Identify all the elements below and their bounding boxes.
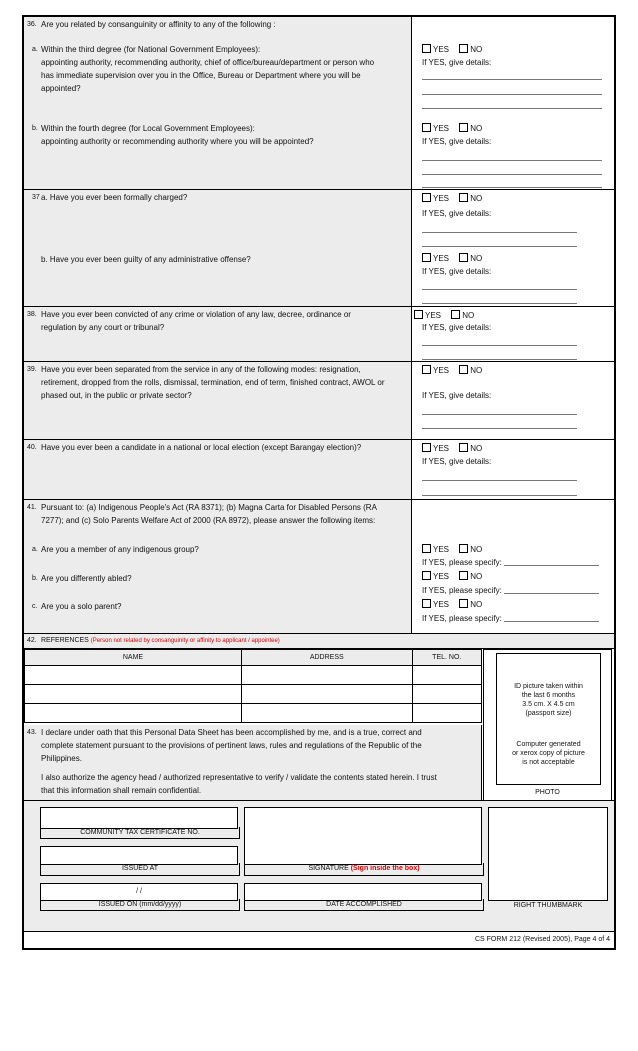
thumbmark-label: RIGHT THUMBMARK [513, 902, 583, 909]
q39-line: phased out, in the public or private sector? [41, 391, 192, 400]
photo-area [483, 649, 612, 801]
address-cell[interactable] [241, 685, 412, 704]
details-line[interactable] [422, 108, 602, 109]
details-line[interactable] [422, 160, 602, 161]
q37b-give-details: If YES, give details: [422, 267, 492, 276]
q36a-give-details: If YES, give details: [422, 58, 492, 67]
no-checkbox[interactable] [459, 253, 468, 262]
signature-label: SIGNATURE [308, 865, 349, 872]
table-row [25, 666, 482, 685]
q37a-yes-no: YES NO [422, 193, 482, 205]
specify-line[interactable] [504, 585, 599, 594]
yes-checkbox[interactable] [422, 253, 431, 262]
q42-label: REFERENCES [41, 637, 89, 644]
details-line[interactable] [422, 495, 577, 496]
table-row [25, 685, 482, 704]
q39-give-details: If YES, give details: [422, 391, 492, 400]
details-line[interactable] [422, 428, 577, 429]
table-header-row [25, 650, 482, 666]
no-checkbox[interactable] [459, 193, 468, 202]
references-table [24, 649, 482, 723]
question-42-header [24, 634, 614, 649]
q36b-line: appointing authority or recommending authority where you will be appointed? [41, 137, 314, 146]
specify-line[interactable] [504, 557, 599, 566]
details-line[interactable] [422, 414, 577, 415]
no-checkbox[interactable] [459, 443, 468, 452]
q42-note: (Person not related by consanguinity or affinity to applicant / appointee) [90, 638, 280, 644]
yes-checkbox[interactable] [422, 571, 431, 580]
details-line[interactable] [422, 345, 577, 346]
q40-yes-no: YES NO [422, 443, 482, 455]
ctc-input[interactable] [40, 807, 238, 829]
q37b-yes-no: YES NO [422, 253, 482, 265]
q36a-yes-no: YES NO [422, 44, 482, 56]
yes-checkbox[interactable] [422, 193, 431, 202]
question-43 [24, 725, 482, 801]
address-cell[interactable] [241, 704, 412, 723]
q41b-letter: b. [32, 575, 38, 582]
specify-line[interactable] [504, 613, 599, 622]
question-37 [24, 190, 614, 307]
name-cell[interactable] [25, 685, 242, 704]
yes-checkbox[interactable] [422, 365, 431, 374]
question-38 [24, 307, 614, 362]
bottom-block [24, 801, 614, 931]
no-checkbox[interactable] [459, 571, 468, 580]
signature-note: (Sign inside the box) [350, 865, 420, 872]
question-41 [24, 500, 614, 634]
q41b-text: Are you differently abled? [41, 574, 132, 583]
address-header: ADDRESS [241, 650, 412, 666]
date-separator: / / [136, 888, 142, 895]
address-cell[interactable] [241, 666, 412, 685]
yes-checkbox[interactable] [422, 123, 431, 132]
q36a-line: Within the third degree (for National Government Employees): [41, 45, 261, 54]
q41-line: Pursuant to: (a) Indigenous People's Act (RA 8371); (b) Magna Carta for Disabled Persons (RA [41, 503, 377, 512]
form-footer: CS FORM 212 (Revised 2005), Page 4 of 4 [474, 936, 610, 943]
details-line[interactable] [422, 303, 577, 304]
table-row [25, 704, 482, 723]
no-checkbox[interactable] [459, 123, 468, 132]
no-checkbox[interactable] [451, 310, 460, 319]
q38-number: 38. [27, 311, 37, 318]
q37a-text: a. Have you ever been formally charged? [41, 193, 188, 202]
details-line[interactable] [422, 289, 577, 290]
q41c-yes-no: YES NO [422, 599, 482, 611]
q40-text: Have you ever been a candidate in a national or local election (except Barangay election)? [41, 443, 362, 452]
q36-number: 36. [27, 21, 37, 28]
q41-number: 41. [27, 504, 37, 511]
yes-checkbox[interactable] [422, 544, 431, 553]
yes-checkbox[interactable] [422, 599, 431, 608]
q36a-line: appointed? [41, 84, 81, 93]
ctc-label: COMMUNITY TAX CERTIFICATE NO. [40, 827, 240, 839]
details-line[interactable] [422, 174, 602, 175]
q43-line: complete statement pursuant to the provisions of pertinent laws, rules and regulations of the Republic of the [41, 741, 422, 750]
date-accomplished-label: DATE ACCOMPLISHED [244, 899, 484, 911]
q41a-specify: If YES, please specify: [422, 557, 599, 569]
question-39 [24, 362, 614, 440]
q43-line: I also authorize the agency head / authorized representative to verify / validate the contents stated herein. I trust [41, 773, 437, 782]
q38-line: regulation by any court or tribunal? [41, 323, 165, 332]
q37b-text: b. Have you ever been guilty of any administrative offense? [41, 255, 251, 264]
details-line[interactable] [422, 187, 602, 188]
q41b-specify: If YES, please specify: [422, 585, 599, 597]
q42-number: 42. [27, 637, 37, 644]
no-checkbox[interactable] [459, 44, 468, 53]
q36a-letter: a. [32, 46, 38, 53]
issued-at-label: ISSUED AT [40, 863, 240, 876]
q36b-give-details: If YES, give details: [422, 137, 492, 146]
no-checkbox[interactable] [459, 544, 468, 553]
yes-checkbox[interactable] [422, 44, 431, 53]
q37a-give-details: If YES, give details: [422, 209, 492, 218]
q36b-line: Within the fourth degree (for Local Government Employees): [41, 124, 255, 133]
question-36 [24, 17, 614, 190]
signature-box[interactable] [244, 807, 482, 865]
q41a-letter: a. [32, 546, 38, 553]
q38-yes-no: YES NO [414, 310, 474, 322]
q43-number: 43. [27, 729, 37, 736]
q36a-line: has immediate supervision over you in the Office, Bureau or Department where you will be [41, 71, 361, 80]
personal-data-sheet-form [22, 15, 616, 950]
q37-number: 37 [32, 194, 40, 201]
q40-give-details: If YES, give details: [422, 457, 492, 466]
q40-number: 40. [27, 444, 37, 451]
no-checkbox[interactable] [459, 599, 468, 608]
tel-cell[interactable] [412, 666, 481, 685]
q43-line: I declare under oath that this Personal Data Sheet has been accomplished by me, and is a true, correct and [41, 728, 422, 737]
details-line[interactable] [422, 94, 602, 95]
q41-line: 7277); and (c) Solo Parents Welfare Act of 2000 (RA 8972), please answer the following items: [41, 516, 376, 525]
q41c-specify: If YES, please specify: [422, 613, 599, 625]
q38-line: Have you ever been convicted of any crime or violation of any law, decree, ordinance or [41, 310, 351, 319]
q39-line: retirement, dropped from the rolls, dismissal, termination, end of term, finished contract, AWOL or [41, 378, 385, 387]
tel-cell[interactable] [412, 685, 481, 704]
q43-line: Philippines. [41, 754, 82, 763]
details-line[interactable] [422, 232, 577, 233]
details-line[interactable] [422, 480, 577, 481]
details-line[interactable] [422, 246, 577, 247]
issued-on-label: ISSUED ON (mm/dd/yyyy) [40, 899, 240, 911]
q41c-letter: c. [32, 603, 38, 610]
q36b-letter: b. [32, 125, 38, 132]
q38-give-details: If YES, give details: [422, 323, 492, 332]
name-cell[interactable] [25, 666, 242, 685]
name-cell[interactable] [25, 704, 242, 723]
name-header: NAME [25, 650, 242, 666]
photo-caption: PHOTO [535, 789, 560, 796]
q41c-text: Are you a solo parent? [41, 602, 122, 611]
q41b-yes-no: YES NO [422, 571, 482, 583]
q36-text: Are you related by consanguinity or affinity to any of the following : [41, 20, 276, 29]
q36b-yes-no: YES NO [422, 123, 482, 135]
q41a-yes-no: YES NO [422, 544, 482, 556]
no-checkbox[interactable] [459, 365, 468, 374]
yes-checkbox[interactable] [414, 310, 423, 319]
q39-yes-no: YES NO [422, 365, 482, 377]
details-line[interactable] [422, 359, 577, 360]
tel-header: TEL. NO. [412, 650, 481, 666]
yes-checkbox[interactable] [422, 443, 431, 452]
q41a-text: Are you a member of any indigenous group? [41, 545, 199, 554]
question-40 [24, 440, 614, 500]
q36a-line: appointing authority, recommending authority, chief of office/bureau/department or person who [41, 58, 375, 67]
photo-box[interactable]: ID picture taken within the last 6 months 3.5 cm. X 4.5 cm (passport size) Computer generated or xerox copy of picture is not acceptable [496, 653, 601, 785]
tel-cell[interactable] [412, 704, 481, 723]
details-line[interactable] [422, 79, 602, 80]
q39-line: Have you ever been separated from the service in any of the following modes: resignation, [41, 365, 361, 374]
q43-line: that this information shall remain confidential. [41, 786, 202, 795]
q39-number: 39. [27, 366, 37, 373]
thumbmark-box[interactable] [488, 807, 608, 901]
